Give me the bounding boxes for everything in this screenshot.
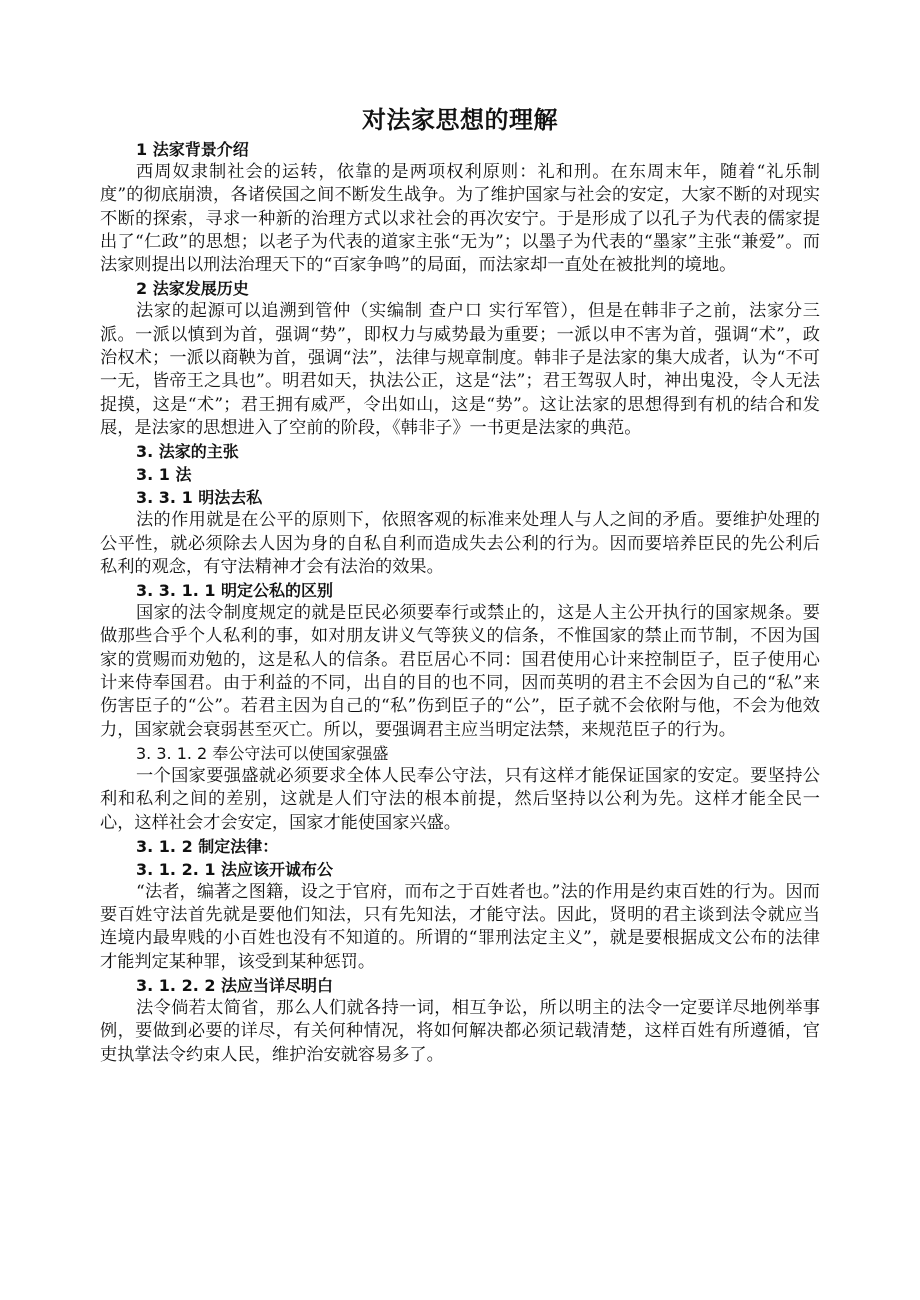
section-heading-3: 3. 法家的主张 (136, 442, 239, 462)
section-heading-1: 1 法家背景介绍 (136, 140, 249, 159)
document-page (100, 104, 820, 1067)
section-paragraph-3-3-1-1: 国家的法令制度规定的就是臣民必须要奉行或禁止的，这是人主公开执行的国家规条。要做那些合乎个人私利的事，如对朋友讲义气等狭义的信条，不惟国家的禁止而节制，不因为国家的赏赐而劝勉的，这是私人的信条。君臣居心不同：国君使用心计来控制臣子，臣子使用心计来侍奉国君。由于利益的不同，出自的目的也不同，因而英明的君主不会因为自己的“私”来伤害臣子的“公”。若君主因为自己的“私”伤到臣子的“公”，臣子就不会依附与他，不会为他效力，国家就会衰弱甚至灭亡。所以，要强调君主应当明定法禁，来规范臣子的行为。 (100, 603, 820, 740)
section-paragraph-3-3-1: 法的作用就是在公平的原则下，依照客观的标准来处理人与人之间的矛盾。要维护处理的公平性，就必须除去人因为身的自私自利而造成失去公利的行为。因而要培养臣民的先公利后私利的观念，有守法精神才会有法治的效果。 (100, 510, 820, 577)
section-paragraph-3-1-2-1: “法者，编著之图籍，设之于官府，而布之于百姓者也。”法的作用是约束百姓的行为。因而要百姓守法首先就是要他们知法，只有先知法，才能守法。因此，贤明的君主谈到法令就应当连境内最卑贱的小百姓也没有不知道的。所谓的“罪刑法定主义”，就是要根据成文公布的法律才能判定某种罪，该受到某种惩罚。 (100, 881, 820, 972)
section-paragraph-3-1-2-2: 法令倘若太简省，那么人们就各持一词，相互争讼，所以明主的法令一定要详尽地例举事例，要做到必要的详尽，有关何种情况，将如何解决都必须记载清楚，这样百姓有所遵循，官吏执掌法令约束人民，维护治安就容易多了。 (100, 998, 820, 1065)
section-heading-3-1-2-1: 3. 1. 2. 1 法应该开诚布公 (136, 859, 334, 879)
section-paragraph-1: 西周奴隶制社会的运转，依靠的是两项权利原则：礼和刑。在东周末年，随着“礼乐制度”的彻底崩溃，各诸侯国之间不断发生战争。为了维护国家与社会的安定，大家不断的对现实不断的探索，寻求一种新的治理方式以求社会的再次安宁。于是形成了以孔子为代表的儒家提出了“仁政”的思想；以老子为代表的道家主张“无为”；以墨子为代表的“墨家”主张“兼爱”。而法家则提出以刑法治理天下的“百家争鸣”的局面，而法家却一直处在被批判的境地。 (100, 162, 820, 276)
section-heading-3-3-1-1: 3. 3. 1. 1 明定公私的区别 (136, 581, 334, 601)
section-heading-2: 2 法家发展历史 (136, 279, 249, 299)
document-title: 对法家思想的理解 (362, 106, 558, 134)
section-heading-3-1: 3. 1 法 (136, 465, 192, 485)
section-heading-3-3-1-2: 3. 3. 1. 2 奉公守法可以使国家强盛 (136, 743, 389, 763)
section-heading-3-1-2: 3. 1. 2 制定法律： (136, 836, 279, 856)
section-paragraph-3-3-1-2: 一个国家要强盛就必须要求全体人民奉公守法，只有这样才能保证国家的安定。要坚持公利和私利之间的差别，这就是人们守法的根本前提，然后坚持以公利为先。这样才能全民一心，这样社会才会安定，国家才能使国家兴盛。 (100, 765, 820, 833)
section-heading-3-3-1: 3. 3. 1 明法去私 (136, 488, 263, 508)
section-heading-3-1-2-2: 3. 1. 2. 2 法应当详尽明白 (136, 976, 334, 996)
section-paragraph-2: 法家的起源可以追溯到管仲（实编制 查户口 实行军管），但是在韩非子之前，法家分三派。一派以慎到为首，强调“势”，即权力与威势最为重要；一派以申不害为首，强调“术”，政治权术；一派以商鞅为首，强调“法”，法律与规章制度。韩非子是法家的集大成者，认为“不可一无，皆帝王之具也”。明君如天，执法公正，这是“法”；君王驾驭人时，神出鬼没，令人无法捉摸，这是“术”；君王拥有威严，令出如山，这是“势”。这让法家的思想得到有机的结合和发展，是法家的思想进入了空前的阶段，《韩非子》一书更是法家的典范。 (100, 301, 820, 438)
